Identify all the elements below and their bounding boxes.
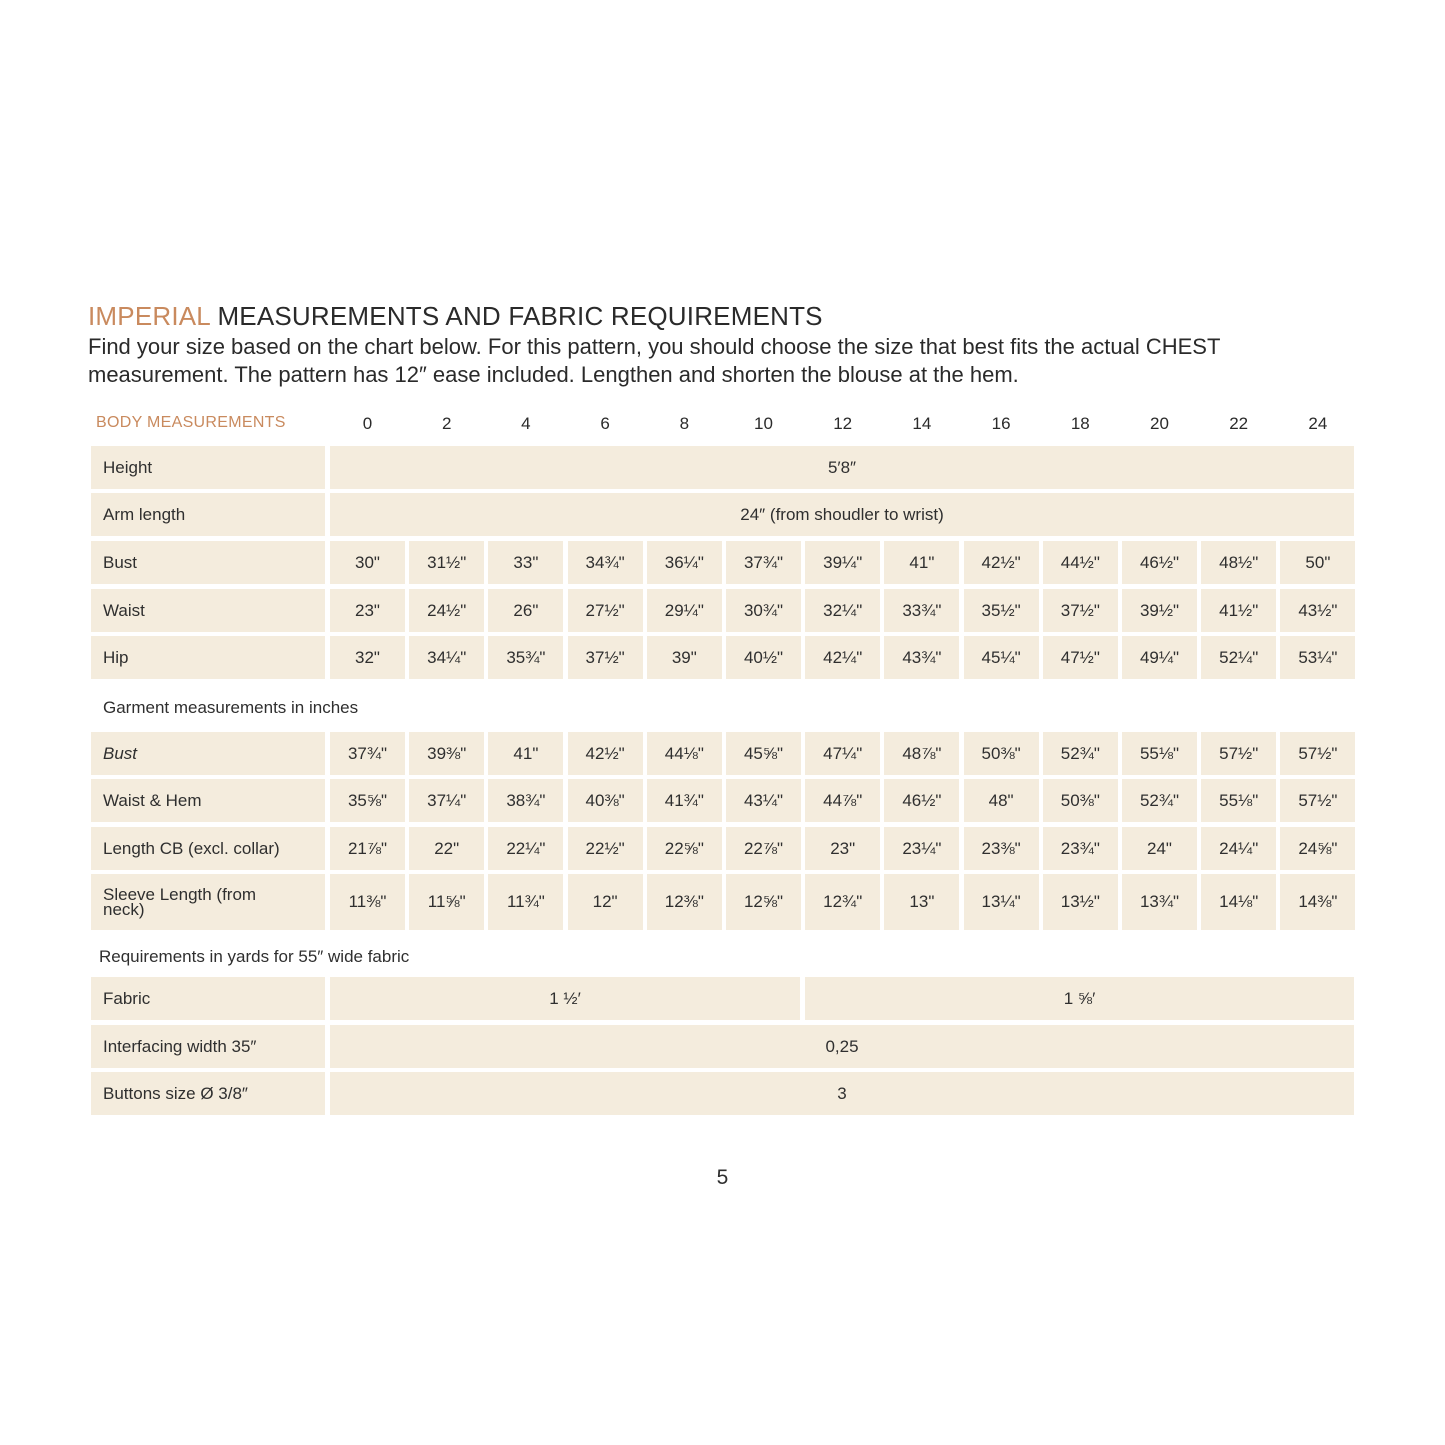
row-label: Waist: [91, 589, 325, 632]
size-header: 10: [754, 414, 773, 433]
page-heading: [88, 301, 823, 332]
fabric-value-large-sizes: 1 ⅝′: [805, 977, 1354, 1020]
row-label: Length CB (excl. collar): [91, 827, 325, 870]
value-cell: 12¾": [805, 874, 880, 930]
row-label: Waist & Hem: [91, 779, 325, 822]
value-cell: 40½": [726, 636, 801, 679]
value-cell: 13": [884, 874, 959, 930]
sleeve-label-line: Sleeve Length (from: [103, 885, 257, 904]
value-cell: 57½": [1280, 779, 1355, 822]
sleeve-label-text: [103, 887, 256, 917]
value-cell: 39⅜": [409, 732, 484, 775]
value-cell: 53¼": [1280, 636, 1355, 679]
value-cell: 42¼": [805, 636, 880, 679]
value-cell: 11⅝": [409, 874, 484, 930]
body-measurements-header: BODY MEASUREMENTS: [96, 414, 286, 431]
value-cell: 52¼": [1201, 636, 1276, 679]
value-cell: 35½": [964, 589, 1039, 632]
value-cell: 33": [488, 541, 563, 584]
value-cell: 43½": [1280, 589, 1355, 632]
value-cell: 37¼": [409, 779, 484, 822]
intro-line: Find your size based on the chart below. For this pattern, you should choose the size that best fits the actual CHEST: [88, 334, 1221, 359]
value-cell: 44⅛": [647, 732, 722, 775]
value-cell: 14⅛": [1201, 874, 1276, 930]
value-cell: 24½": [409, 589, 484, 632]
value-cell: 37¾": [330, 732, 405, 775]
value-cell: 44⅞": [805, 779, 880, 822]
value-cell: 12⅝": [726, 874, 801, 930]
value-cell: 42½": [568, 732, 643, 775]
value-cell: 47½": [1043, 636, 1118, 679]
row-label-height: Height: [91, 446, 325, 489]
row-label-interfacing: Interfacing width 35″: [91, 1025, 325, 1068]
value-cell: 26": [488, 589, 563, 632]
value-cell: 22¼": [488, 827, 563, 870]
size-header: 8: [679, 414, 690, 433]
value-cell: 49¼": [1122, 636, 1197, 679]
value-cell: 22⅝": [647, 827, 722, 870]
value-cell: 57½": [1201, 732, 1276, 775]
value-cell: 37½": [568, 636, 643, 679]
size-header: 4: [521, 414, 531, 433]
value-cell: 39½": [1122, 589, 1197, 632]
value-cell: 32": [330, 636, 405, 679]
value-cell: 57½": [1280, 732, 1355, 775]
value-cell: 23⅜": [964, 827, 1039, 870]
value-cell: 52¾": [1043, 732, 1118, 775]
page-number: 5: [716, 1166, 729, 1189]
value-cell: 41½": [1201, 589, 1276, 632]
value-cell: 44½": [1043, 541, 1118, 584]
fabric-value-small-sizes: 1 ½′: [330, 977, 800, 1020]
value-cell: 38¾": [488, 779, 563, 822]
size-header: 12: [833, 414, 853, 433]
value-cell: 48⅞": [884, 732, 959, 775]
size-header: 24: [1308, 414, 1328, 433]
size-header: 14: [912, 414, 932, 433]
value-cell: 29¼": [647, 589, 722, 632]
buttons-value: 3: [330, 1072, 1354, 1115]
height-value: 5′8″: [330, 446, 1354, 489]
size-header: 16: [991, 414, 1011, 433]
value-cell: 55⅛": [1201, 779, 1276, 822]
value-cell: 41¾": [647, 779, 722, 822]
row-label: Bust: [91, 732, 325, 775]
row-label-fabric: Fabric: [91, 977, 325, 1020]
value-cell: 31½": [409, 541, 484, 584]
value-cell: 24": [1122, 827, 1197, 870]
size-header: 20: [1150, 414, 1169, 433]
value-cell: 50⅜": [964, 732, 1039, 775]
value-cell: 23": [330, 589, 405, 632]
intro-paragraph: [88, 333, 1368, 389]
value-cell: 30¾": [726, 589, 801, 632]
value-cell: 37½": [1043, 589, 1118, 632]
value-cell: 39": [647, 636, 722, 679]
size-header: 18: [1070, 414, 1090, 433]
value-cell: 46½": [884, 779, 959, 822]
size-header: 0: [362, 414, 373, 433]
value-cell: 41": [884, 541, 959, 584]
row-label-sleeve-length: [91, 874, 325, 930]
value-cell: 52¾": [1122, 779, 1197, 822]
value-cell: 37¾": [726, 541, 801, 584]
row-label-arm-length: Arm length: [91, 493, 325, 536]
value-cell: 22½": [568, 827, 643, 870]
interfacing-value: 0,25: [330, 1025, 1354, 1068]
heading-accent: IMPERIAL: [88, 301, 211, 331]
value-cell: 32¼": [805, 589, 880, 632]
value-cell: 35¾": [488, 636, 563, 679]
row-label: Hip: [91, 636, 325, 679]
value-cell: 23": [805, 827, 880, 870]
value-cell: 23¼": [884, 827, 959, 870]
value-cell: 42½": [964, 541, 1039, 584]
value-cell: 13½": [1043, 874, 1118, 930]
value-cell: 47¼": [805, 732, 880, 775]
value-cell: 12⅜": [647, 874, 722, 930]
size-header: 22: [1229, 414, 1249, 433]
value-cell: 14⅜": [1280, 874, 1355, 930]
value-cell: 24¼": [1201, 827, 1276, 870]
value-cell: 23¾": [1043, 827, 1118, 870]
value-cell: 36¼": [647, 541, 722, 584]
garment-section-title: Garment measurements in inches: [103, 698, 359, 717]
value-cell: 12": [568, 874, 643, 930]
row-label: Bust: [91, 541, 325, 584]
value-cell: 35⅝": [330, 779, 405, 822]
value-cell: 43¾": [884, 636, 959, 679]
value-cell: 21⅞": [330, 827, 405, 870]
value-cell: 27½": [568, 589, 643, 632]
value-cell: 22": [409, 827, 484, 870]
requirements-section-title: Requirements in yards for 55″ wide fabric: [99, 947, 410, 966]
value-cell: 50⅜": [1043, 779, 1118, 822]
intro-line: measurement. The pattern has 12″ ease included. Lengthen and shorten the blouse at the hem.: [88, 362, 1019, 387]
value-cell: 40⅜": [568, 779, 643, 822]
value-cell: 48½": [1201, 541, 1276, 584]
row-label-buttons: Buttons size Ø 3/8″: [91, 1072, 325, 1115]
value-cell: 41": [488, 732, 563, 775]
size-header: 2: [441, 414, 452, 433]
value-cell: 13¼": [964, 874, 1039, 930]
value-cell: 33¾": [884, 589, 959, 632]
value-cell: 50": [1280, 541, 1355, 584]
value-cell: 39¼": [805, 541, 880, 584]
value-cell: 43¼": [726, 779, 801, 822]
value-cell: 34¼": [409, 636, 484, 679]
size-header: 6: [600, 414, 610, 433]
value-cell: 24⅝": [1280, 827, 1355, 870]
value-cell: 48": [964, 779, 1039, 822]
value-cell: 30": [330, 541, 405, 584]
value-cell: 13¾": [1122, 874, 1197, 930]
value-cell: 55⅛": [1122, 732, 1197, 775]
value-cell: 34¾": [568, 541, 643, 584]
arm-length-value: 24″ (from shoudler to wrist): [330, 493, 1354, 536]
value-cell: 11¾": [488, 874, 563, 930]
sleeve-label-line: neck): [103, 900, 145, 919]
heading-rest: MEASUREMENTS AND FABRIC REQUIREMENTS: [210, 301, 823, 331]
value-cell: 22⅞": [726, 827, 801, 870]
value-cell: 11⅜": [330, 874, 405, 930]
value-cell: 46½": [1122, 541, 1197, 584]
value-cell: 45¼": [964, 636, 1039, 679]
value-cell: 45⅝": [726, 732, 801, 775]
